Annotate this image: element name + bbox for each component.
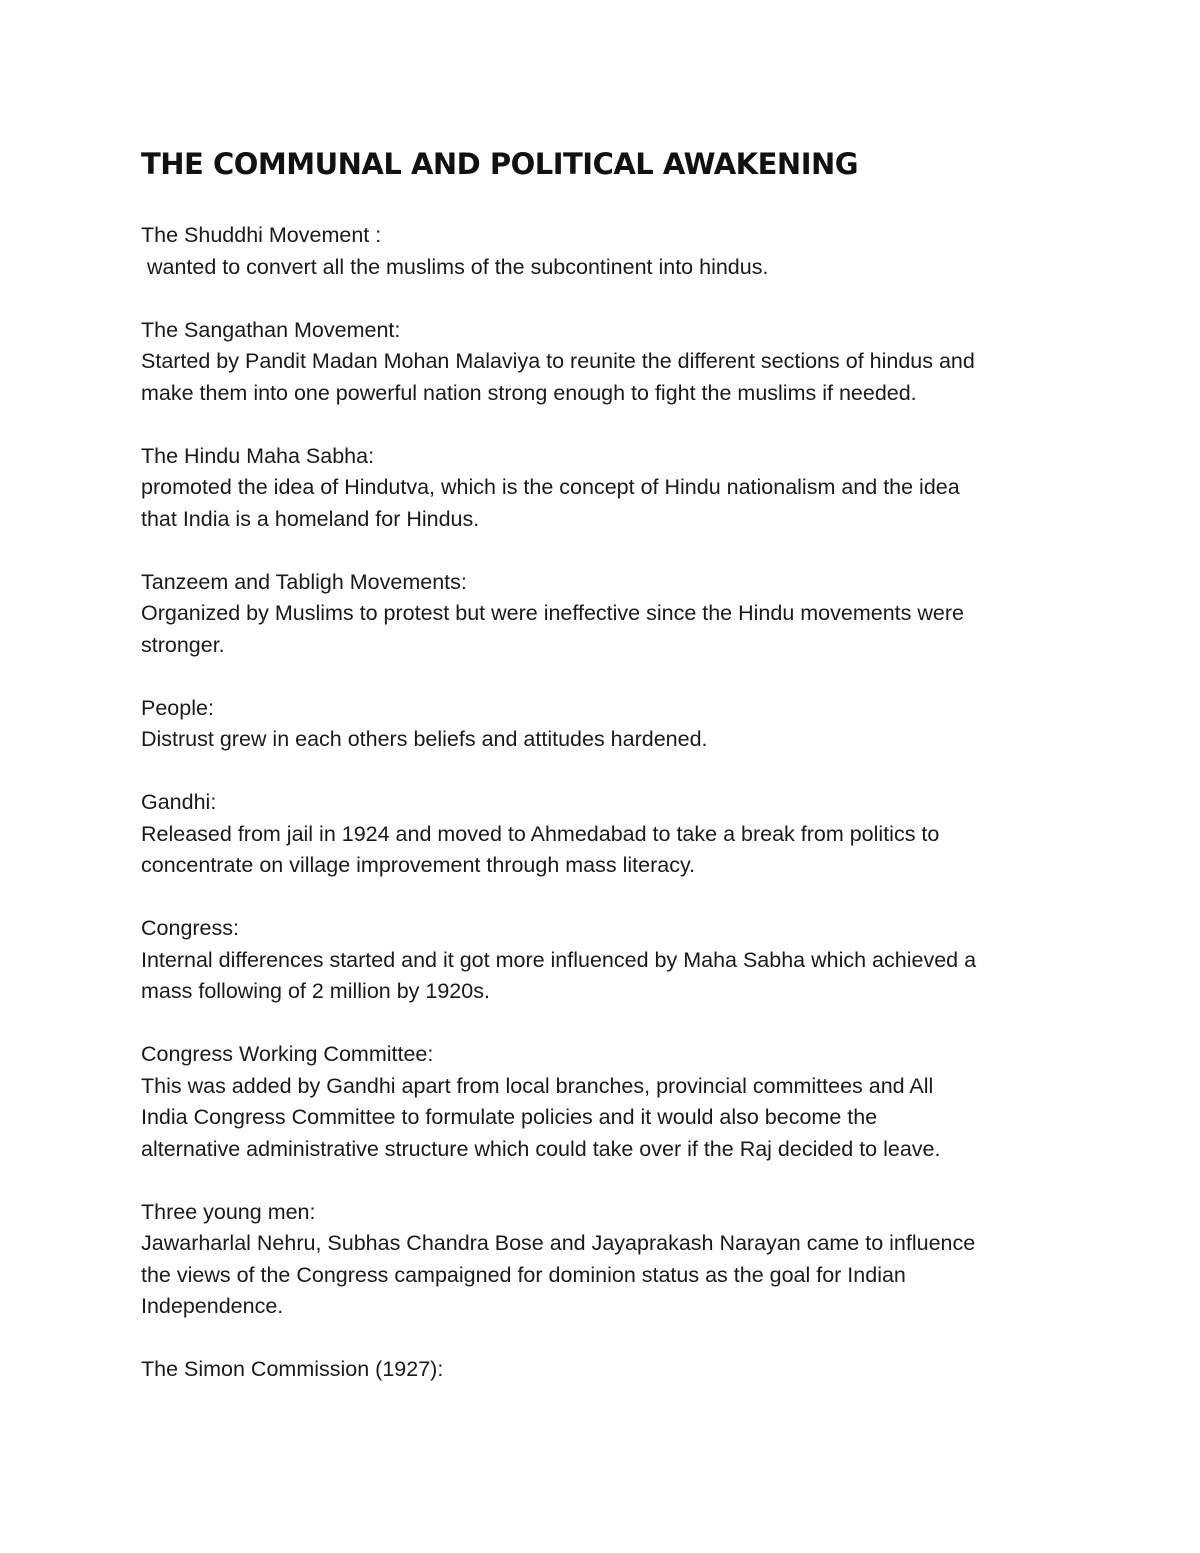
section-text-line: Jawarharlal Nehru, Subhas Chandra Bose and Jayaprakash Narayan came to influence bbox=[141, 1231, 976, 1255]
section-tanzeem-tabligh bbox=[141, 567, 1081, 662]
section-heading: Gandhi: bbox=[141, 790, 217, 814]
section-text-line: mass following of 2 million by 1920s. bbox=[141, 979, 490, 1003]
section-text-line: Distrust grew in each others beliefs and attitudes hardened. bbox=[141, 727, 708, 751]
section-heading: Three young men: bbox=[141, 1199, 316, 1224]
section-congress bbox=[141, 913, 1081, 1008]
section-text-line: Independence. bbox=[141, 1294, 284, 1318]
section-heading: The Hindu Maha Sabha: bbox=[141, 443, 375, 468]
section-heading: People: bbox=[141, 695, 214, 720]
document-body bbox=[141, 220, 1081, 1417]
section-text-line: Organized by Muslims to protest but were ineffective since the Hindu movements were bbox=[141, 601, 964, 625]
section-text-line: promoted the idea of Hindutva, which is the concept of Hindu nationalism and the idea bbox=[141, 475, 960, 499]
section-text-line: alternative administrative structure which could take over if the Raj decided to leave. bbox=[141, 1136, 941, 1161]
section-gandhi bbox=[141, 787, 1081, 882]
section-heading: Tanzeem and Tabligh Movements: bbox=[141, 569, 467, 594]
section-text-line: Started by Pandit Madan Mohan Malaviya to reunite the different sections of hindus and bbox=[141, 349, 975, 373]
section-text-line: make them into one powerful nation strong enough to fight the muslims if needed. bbox=[141, 380, 917, 405]
section-hindu-maha-sabha bbox=[141, 441, 1081, 536]
section-text-line: wanted to convert all the muslims of the subcontinent into hindus. bbox=[141, 254, 769, 279]
section-simon-commission bbox=[141, 1354, 1081, 1386]
section-text-line: India Congress Committee to formulate policies and it would also become the bbox=[141, 1105, 878, 1129]
section-heading: The Shuddhi Movement : bbox=[141, 223, 382, 247]
section-heading: Congress Working Committee: bbox=[141, 1042, 434, 1066]
section-heading: The Simon Commission (1927): bbox=[141, 1357, 444, 1381]
section-text-line: that India is a homeland for Hindus. bbox=[141, 506, 480, 531]
section-text-line: the views of the Congress campaigned for dominion status as the goal for Indian bbox=[141, 1262, 906, 1287]
section-text-line: concentrate on village improvement through mass literacy. bbox=[141, 853, 696, 877]
document-title: THE COMMUNAL AND POLITICAL AWAKENING bbox=[141, 147, 859, 181]
section-text-line: This was added by Gandhi apart from local branches, provincial committees and All bbox=[141, 1073, 934, 1098]
section-congress-working-committee bbox=[141, 1039, 1081, 1165]
section-heading: The Sangathan Movement: bbox=[141, 317, 401, 342]
section-people bbox=[141, 693, 1081, 756]
section-text-line: stronger. bbox=[141, 632, 225, 657]
section-text-line: Released from jail in 1924 and moved to Ahmedabad to take a break from politics to bbox=[141, 821, 940, 846]
section-three-young-men bbox=[141, 1197, 1081, 1323]
section-heading: Congress: bbox=[141, 916, 239, 940]
section-text-line: Internal differences started and it got more influenced by Maha Sabha which achieved a bbox=[141, 947, 977, 972]
section-shuddhi-movement bbox=[141, 220, 1081, 283]
section-sangathan-movement bbox=[141, 315, 1081, 410]
